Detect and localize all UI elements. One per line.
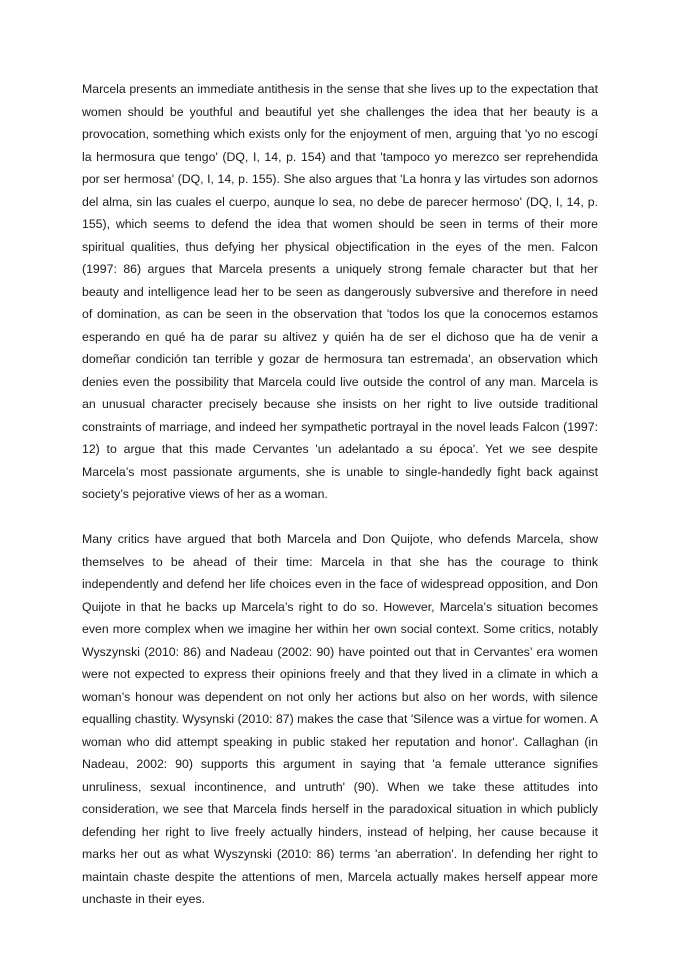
document-page <box>82 78 598 911</box>
paragraph-1: Marcela presents an immediate antithesis in the sense that she lives up to the expectation that women should be youthful and beautiful yet she challenges the idea that her beauty is a provocation, something which exists only for the enjoyment of men, arguing that 'yo no escogí la hermosura que tengo' (DQ, I, 14, p. 154) and that 'tampoco yo merezco ser reprehendida por ser hermosa' (DQ, I, 14, p. 155). She also argues that 'La honra y las virtudes son adornos del alma, sin las cuales el cuerpo, aunque lo sea, no debe de parecer hermoso' (DQ, I, 14, p. 155), which seems to defend the idea that women should be seen in terms of their more spiritual qualities, thus defying her physical objectification in the eyes of the men. Falcon (1997: 86) argues that Marcela presents a uniquely strong female character but that her beauty and intelligence lead her to be seen as dangerously subversive and therefore in need of domination, as can be seen in the observation that 'todos los que la conocemos estamos esperando en qué ha de parar su altivez y quién ha de ser el dichoso que ha de venir a domeñar condición tan terrible y gozar de hermosura tan estremada', an observation which denies even the possibility that Marcela could live outside the control of any man. Marcela is an unusual character precisely because she insists on her right to live outside traditional constraints of marriage, and indeed her sympathetic portrayal in the novel leads Falcon (1997: 12) to argue that this made Cervantes 'un adelantado a su época'. Yet we see despite Marcela’s most passionate arguments, she is unable to single-handedly fight back against society’s pejorative views of her as a woman. <box>82 82 598 501</box>
paragraph-2: Many critics have argued that both Marcela and Don Quijote, who defends Marcela, show themselves to be ahead of their time: Marcela in that she has the courage to think independently and defend her life choices even in the face of widespread opposition, and Don Quijote in that he backs up Marcela’s right to do so. However, Marcela’s situation becomes even more complex when we imagine her within her own social context. Some critics, notably Wyszynski (2010: 86) and Nadeau (2002: 90) have pointed out that in Cervantes’ era women were not expected to express their opinions freely and that they lived in a climate in which a woman’s honour was dependent on not only her actions but also on her words, with silence equalling chastity. Wysynski (2010: 87) makes the case that 'Silence was a virtue for women. A woman who did attempt speaking in public staked her reputation and honor'. Callaghan (in Nadeau, 2002: 90) supports this argument in saying that 'a female utterance signifies unruliness, sexual incontinence, and untruth' (90). When we take these attitudes into consideration, we see that Marcela finds herself in the paradoxical situation in which publicly defending her right to live freely actually hinders, instead of helping, her cause because it marks her out as what Wyszynski (2010: 86) terms 'an aberration'. In defending her right to maintain chaste despite the attentions of men, Marcela actually makes herself appear more unchaste in their eyes. <box>82 532 598 906</box>
